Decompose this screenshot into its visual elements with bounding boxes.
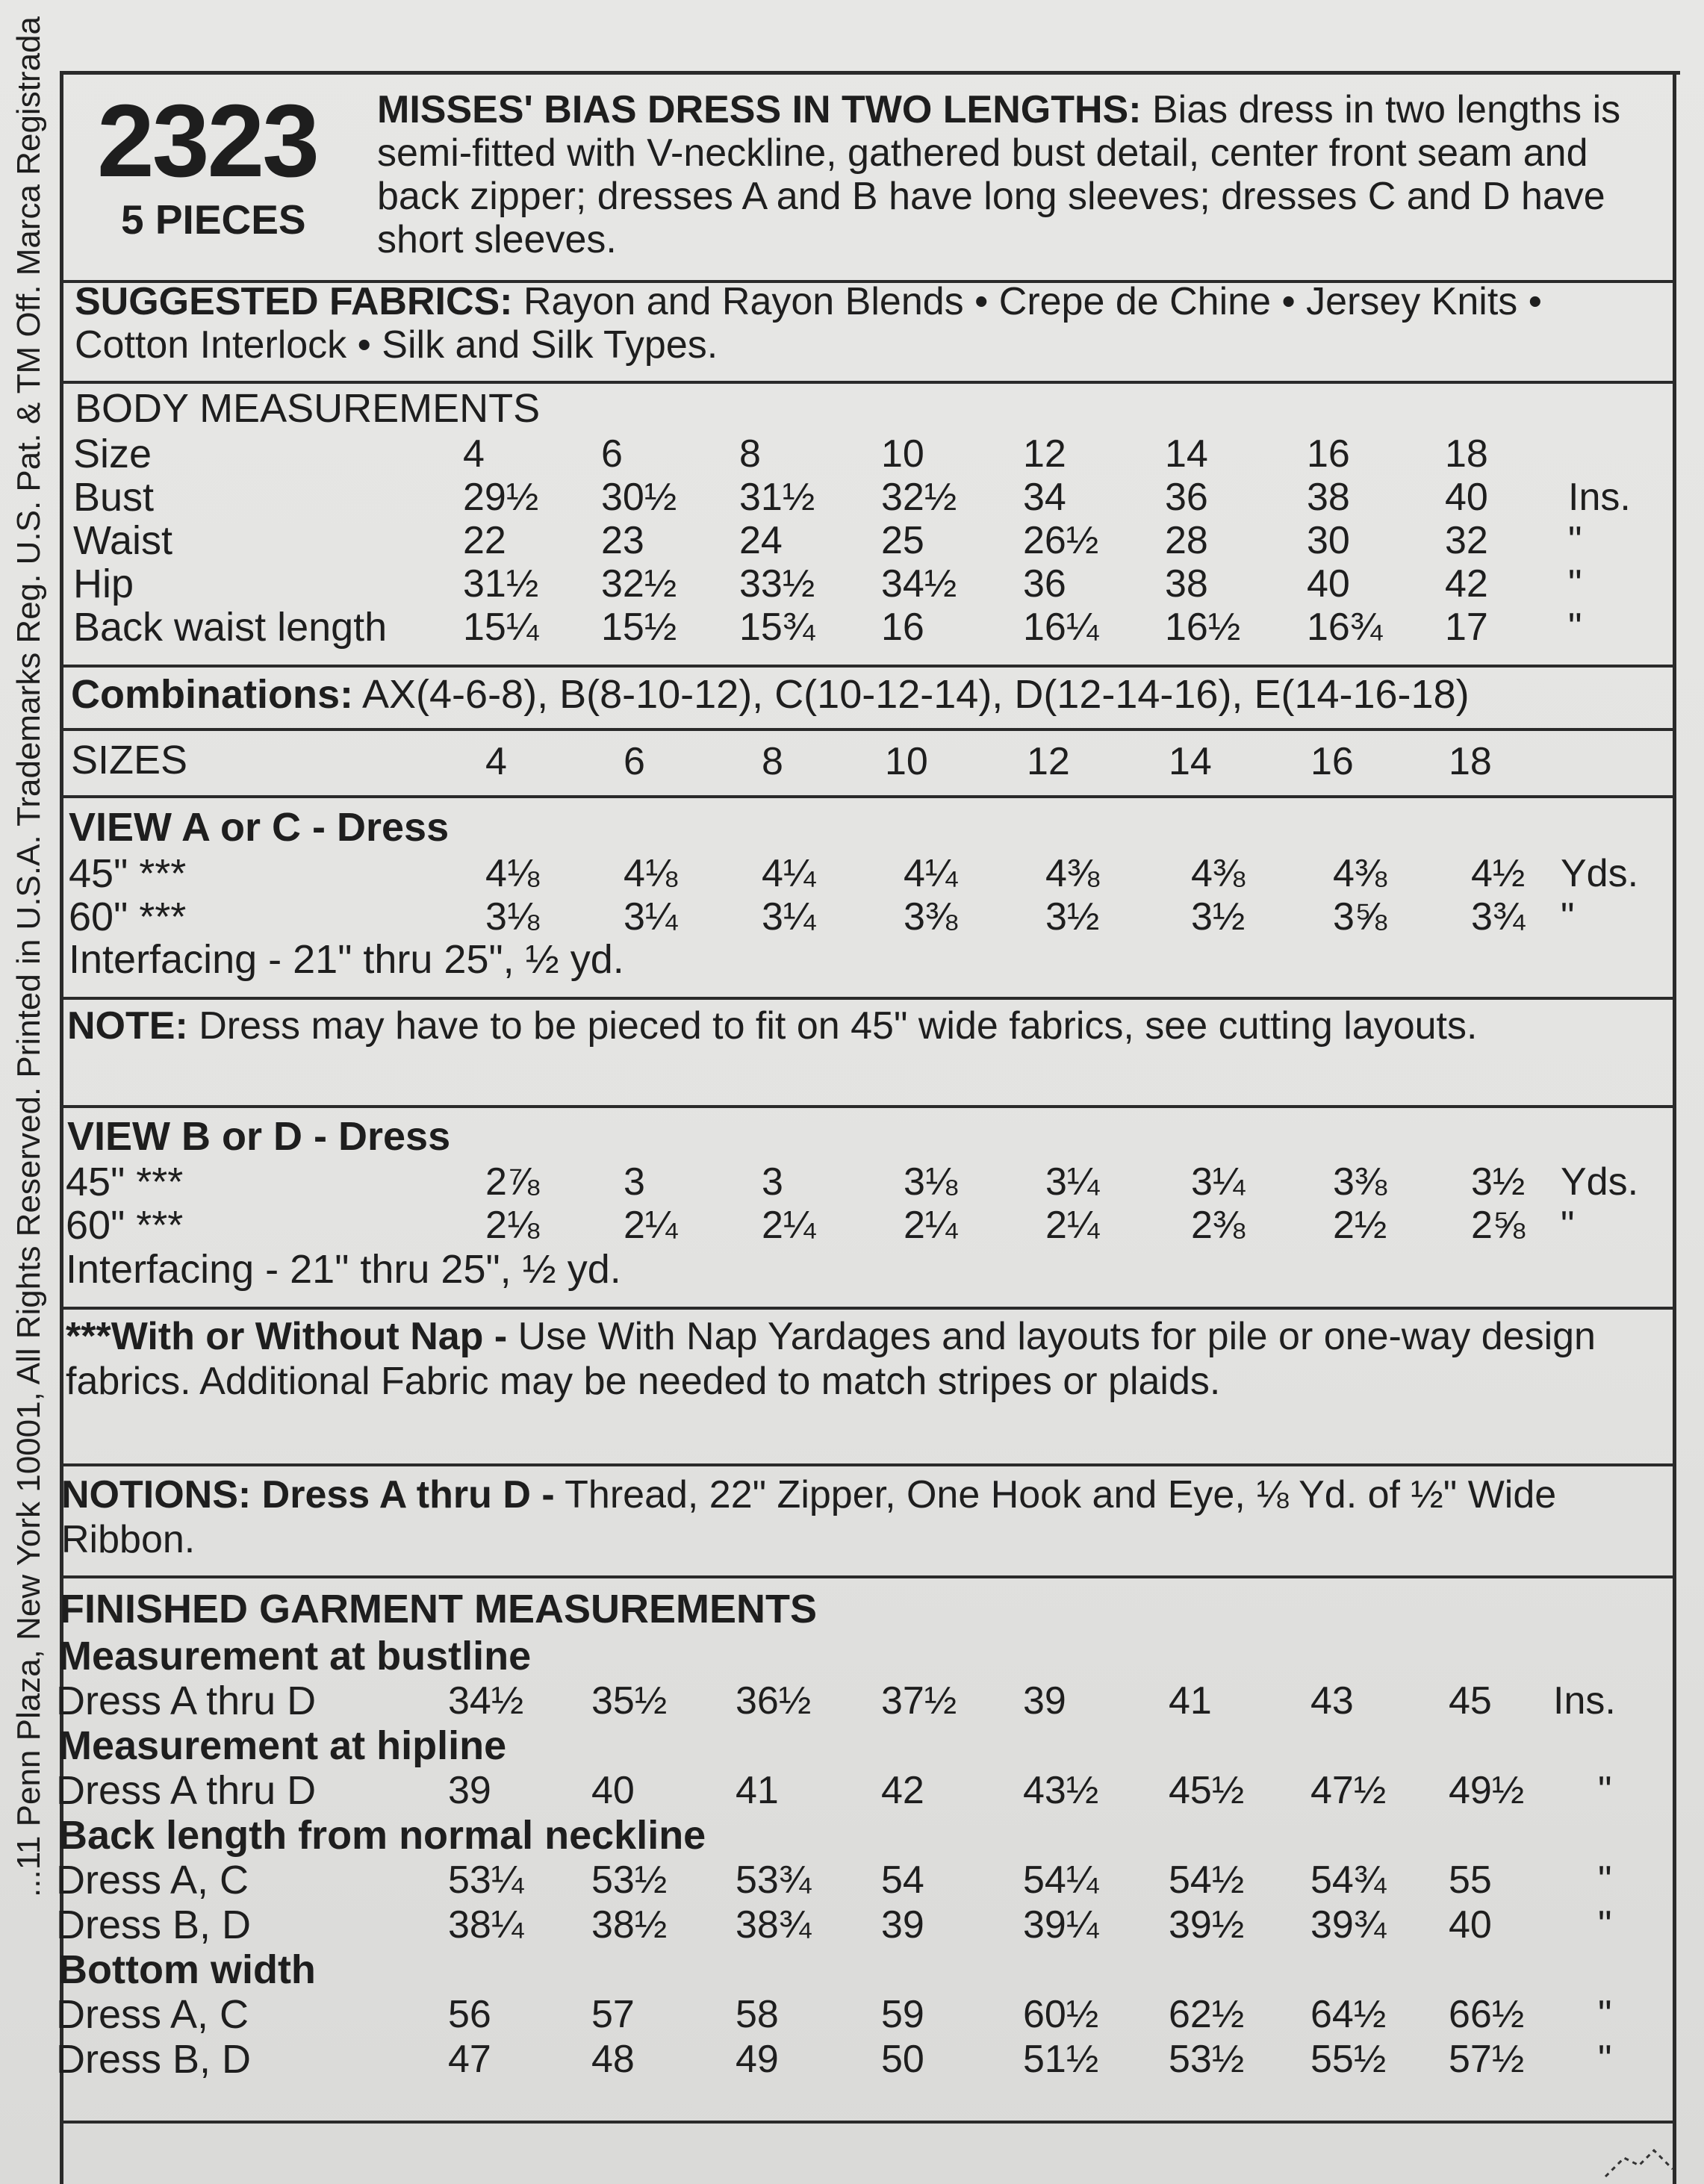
value-cell: 53½ bbox=[1169, 2038, 1245, 2081]
value-cell: 55½ bbox=[1310, 2038, 1387, 2081]
combinations-label: Combinations: bbox=[71, 672, 353, 717]
value-cell: 25 bbox=[881, 519, 924, 562]
value-cell: 18 bbox=[1445, 432, 1488, 476]
notions-label: NOTIONS: Dress A thru D - bbox=[61, 1473, 555, 1516]
value-cell: 23 bbox=[601, 519, 644, 562]
value-cell: 35½ bbox=[591, 1679, 668, 1723]
divider bbox=[60, 1463, 1676, 1466]
value-cell: 39 bbox=[881, 1903, 924, 1947]
value-cell: 40 bbox=[1449, 1903, 1492, 1947]
pattern-description-text: Bias dress in two lengths is semi-fitted with V-neckline, gathered bust detail, center front seam and back zipper; dresses A and B have long sleeves; dresses C and D have short sleeves. bbox=[377, 88, 1621, 261]
nap-label: ***With or Without Nap - bbox=[66, 1315, 508, 1358]
row-label: 60" *** bbox=[69, 895, 187, 939]
view-ac-interfacing: Interfacing - 21" thru 25", ½ yd. bbox=[69, 937, 624, 982]
value-cell: 53¼ bbox=[448, 1858, 524, 1902]
view-bd-interfacing: Interfacing - 21" thru 25", ½ yd. bbox=[66, 1247, 621, 1292]
value-cell: 54¼ bbox=[1023, 1858, 1099, 1902]
value-cell: 3⅛ bbox=[485, 895, 540, 939]
size-cell: 4 bbox=[485, 740, 507, 783]
value-cell: 39¼ bbox=[1023, 1903, 1099, 1947]
group-subtitle: Bottom width bbox=[58, 1947, 316, 1992]
value-cell: 26½ bbox=[1023, 519, 1099, 562]
value-cell: 36½ bbox=[736, 1679, 812, 1723]
value-cell: 31½ bbox=[739, 476, 815, 519]
value-cell: 45½ bbox=[1169, 1769, 1245, 1812]
value-cell: 54¾ bbox=[1310, 1858, 1387, 1902]
row-label: Waist bbox=[73, 518, 172, 563]
value-cell: 37½ bbox=[881, 1679, 957, 1723]
unit-cell: " bbox=[1561, 895, 1575, 939]
value-cell: 3¼ bbox=[762, 895, 816, 939]
group-subtitle: Measurement at bustline bbox=[58, 1634, 532, 1679]
value-cell: 43 bbox=[1310, 1679, 1354, 1723]
value-cell: 6 bbox=[601, 432, 623, 476]
value-cell: 8 bbox=[739, 432, 761, 476]
value-cell: 4½ bbox=[1471, 852, 1526, 895]
pattern-number: 2323 bbox=[97, 84, 317, 199]
divider bbox=[60, 2121, 1676, 2124]
value-cell: 10 bbox=[881, 432, 924, 476]
value-cell: 38¼ bbox=[448, 1903, 524, 1947]
value-cell: 2⅝ bbox=[1471, 1204, 1526, 1247]
value-cell: 17 bbox=[1445, 606, 1488, 649]
row-label: Hip bbox=[73, 561, 134, 606]
unit-cell: Ins. bbox=[1568, 476, 1631, 519]
value-cell: 4⅜ bbox=[1333, 852, 1387, 895]
value-cell: 36 bbox=[1165, 476, 1208, 519]
value-cell: 43½ bbox=[1023, 1769, 1099, 1812]
value-cell: 55 bbox=[1449, 1858, 1492, 1902]
value-cell: 51½ bbox=[1023, 2038, 1099, 2081]
value-cell: 4¼ bbox=[762, 852, 816, 895]
value-cell: 57½ bbox=[1449, 2038, 1525, 2081]
value-cell: 33½ bbox=[739, 562, 815, 606]
value-cell: 39 bbox=[1023, 1679, 1066, 1723]
value-cell: 15¾ bbox=[739, 606, 815, 649]
cutting-line-mark bbox=[0, 2132, 1704, 2184]
value-cell: 3¼ bbox=[1191, 1160, 1246, 1204]
value-cell: 36 bbox=[1023, 562, 1066, 606]
value-cell: 3⅜ bbox=[1333, 1160, 1387, 1204]
value-cell: 3 bbox=[762, 1160, 783, 1204]
value-cell: 2½ bbox=[1333, 1204, 1387, 1247]
value-cell: 4⅜ bbox=[1191, 852, 1246, 895]
row-label: Back waist length bbox=[73, 605, 388, 650]
nap-note bbox=[66, 1314, 1671, 1404]
row-label: Dress A, C bbox=[56, 1992, 249, 2037]
value-cell: 39½ bbox=[1169, 1903, 1245, 1947]
value-cell: 56 bbox=[448, 1993, 491, 2036]
row-label: Dress A thru D bbox=[56, 1679, 317, 1723]
value-cell: 38 bbox=[1307, 476, 1350, 519]
sizes-label: SIZES bbox=[71, 738, 188, 783]
divider bbox=[60, 997, 1676, 1000]
size-cell: 6 bbox=[624, 740, 645, 783]
unit-cell: " bbox=[1568, 562, 1582, 606]
value-cell: 49½ bbox=[1449, 1769, 1525, 1812]
value-cell: 38¾ bbox=[736, 1903, 812, 1947]
note-label: NOTE: bbox=[67, 1004, 188, 1048]
suggested-fabrics bbox=[75, 280, 1665, 367]
copyright-partial: ...11 Penn Plaza, New York 10001, All Rights Reserved. bbox=[10, 1086, 47, 1897]
combinations-text: AX(4-6-8), B(8-10-12), C(10-12-14), D(12-14-16), E(14-16-18) bbox=[352, 672, 1470, 717]
value-cell: 40 bbox=[1307, 562, 1350, 606]
row-label: Dress B, D bbox=[56, 2037, 252, 2082]
value-cell: 3⅛ bbox=[904, 1160, 958, 1204]
value-cell: 39¾ bbox=[1310, 1903, 1387, 1947]
value-cell: 34 bbox=[1023, 476, 1066, 519]
value-cell: 3⅜ bbox=[904, 895, 958, 939]
value-cell: 41 bbox=[1169, 1679, 1212, 1723]
value-cell: 15½ bbox=[601, 606, 677, 649]
value-cell: 28 bbox=[1165, 519, 1208, 562]
value-cell: 58 bbox=[736, 1993, 779, 2036]
divider bbox=[60, 1307, 1676, 1310]
unit-cell: Yds. bbox=[1561, 852, 1639, 895]
value-cell: 4⅛ bbox=[624, 852, 678, 895]
value-cell: 2¼ bbox=[904, 1204, 958, 1247]
value-cell: 54½ bbox=[1169, 1858, 1245, 1902]
value-cell: 42 bbox=[1445, 562, 1488, 606]
value-cell: 4¼ bbox=[904, 852, 958, 895]
value-cell: 57 bbox=[591, 1993, 635, 2036]
unit-cell: " bbox=[1598, 1769, 1612, 1812]
value-cell: 66½ bbox=[1449, 1993, 1525, 2036]
divider bbox=[60, 728, 1676, 731]
nap-text: Use With Nap Yardages and layouts for pile or one-way design fabrics. Additional Fabric may be needed to match stripes or plaids. bbox=[66, 1315, 1596, 1403]
copyright-side-text bbox=[6, 0, 52, 2184]
value-cell: 32½ bbox=[601, 562, 677, 606]
value-cell: 59 bbox=[881, 1993, 924, 2036]
finished-garment-title: FINISHED GARMENT MEASUREMENTS bbox=[60, 1587, 818, 1631]
value-cell: 42 bbox=[881, 1769, 924, 1812]
row-label: 45" *** bbox=[66, 1160, 184, 1204]
size-cell: 14 bbox=[1169, 740, 1212, 783]
value-cell: 34½ bbox=[448, 1679, 524, 1723]
value-cell: 3½ bbox=[1191, 895, 1246, 939]
value-cell: 16¼ bbox=[1023, 606, 1099, 649]
body-measurements-title: BODY MEASUREMENTS bbox=[75, 386, 541, 431]
divider bbox=[60, 665, 1676, 668]
divider bbox=[60, 795, 1676, 798]
value-cell: 30 bbox=[1307, 519, 1350, 562]
value-cell: 50 bbox=[881, 2038, 924, 2081]
unit-cell: " bbox=[1561, 1204, 1575, 1247]
divider bbox=[60, 1575, 1676, 1578]
unit-cell: " bbox=[1598, 1903, 1612, 1947]
size-cell: 16 bbox=[1310, 740, 1354, 783]
value-cell: 4⅛ bbox=[485, 852, 540, 895]
unit-cell: " bbox=[1568, 519, 1582, 562]
unit-cell: Yds. bbox=[1561, 1160, 1639, 1204]
fabrics-label: SUGGESTED FABRICS: bbox=[75, 280, 513, 323]
value-cell: 24 bbox=[739, 519, 783, 562]
row-label: Dress B, D bbox=[56, 1903, 252, 1947]
value-cell: 16 bbox=[1307, 432, 1350, 476]
value-cell: 53¾ bbox=[736, 1858, 812, 1902]
value-cell: 16¾ bbox=[1307, 606, 1383, 649]
combinations bbox=[71, 672, 1470, 717]
right-column-divider bbox=[1673, 71, 1676, 2184]
value-cell: 4⅜ bbox=[1045, 852, 1100, 895]
value-cell: 29½ bbox=[463, 476, 539, 519]
notions-text: Thread, 22" Zipper, One Hook and Eye, ⅛ Yd. of ½" Wide Ribbon. bbox=[61, 1473, 1557, 1561]
value-cell: 54 bbox=[881, 1858, 924, 1902]
value-cell: 47½ bbox=[1310, 1769, 1387, 1812]
value-cell: 15¼ bbox=[463, 606, 539, 649]
value-cell: 41 bbox=[736, 1769, 779, 1812]
note bbox=[67, 1004, 1665, 1048]
value-cell: 60½ bbox=[1023, 1993, 1099, 2036]
value-cell: 64½ bbox=[1310, 1993, 1387, 2036]
unit-cell: " bbox=[1598, 1858, 1612, 1902]
copyright-trademark: Printed in U.S.A. Trademarks Reg. U.S. Pat. & TM Off. Marca Registrada bbox=[10, 16, 47, 1078]
notions bbox=[61, 1472, 1674, 1562]
row-label: Dress A thru D bbox=[56, 1768, 317, 1813]
fabrics-text: Rayon and Rayon Blends • Crepe de Chine • Jersey Knits • Cotton Interlock • Silk and Silk Types. bbox=[75, 280, 1542, 367]
value-cell: 62½ bbox=[1169, 1993, 1245, 2036]
value-cell: 34½ bbox=[881, 562, 957, 606]
value-cell: 32½ bbox=[881, 476, 957, 519]
value-cell: 30½ bbox=[601, 476, 677, 519]
note-text: Dress may have to be pieced to fit on 45" wide fabrics, see cutting layouts. bbox=[187, 1004, 1478, 1048]
value-cell: 3½ bbox=[1045, 895, 1100, 939]
value-cell: 53½ bbox=[591, 1858, 668, 1902]
value-cell: 14 bbox=[1165, 432, 1208, 476]
value-cell: 47 bbox=[448, 2038, 491, 2081]
group-subtitle: Back length from normal neckline bbox=[58, 1813, 706, 1858]
size-cell: 10 bbox=[885, 740, 928, 783]
value-cell: 2¼ bbox=[762, 1204, 816, 1247]
value-cell: 3¾ bbox=[1471, 895, 1526, 939]
value-cell: 2⅞ bbox=[485, 1160, 540, 1204]
row-label: Dress A, C bbox=[56, 1858, 249, 1903]
value-cell: 2⅛ bbox=[485, 1204, 540, 1247]
unit-cell: " bbox=[1598, 1993, 1612, 2036]
value-cell: 32 bbox=[1445, 519, 1488, 562]
value-cell: 16½ bbox=[1165, 606, 1241, 649]
value-cell: 40 bbox=[1445, 476, 1488, 519]
size-cell: 18 bbox=[1449, 740, 1492, 783]
value-cell: 39 bbox=[448, 1769, 491, 1812]
value-cell: 16 bbox=[881, 606, 924, 649]
value-cell: 3¼ bbox=[624, 895, 678, 939]
value-cell: 49 bbox=[736, 2038, 779, 2081]
group-subtitle: Measurement at hipline bbox=[58, 1723, 507, 1768]
divider bbox=[60, 1105, 1676, 1108]
value-cell: 4 bbox=[463, 432, 485, 476]
value-cell: 40 bbox=[591, 1769, 635, 1812]
row-label: Bust bbox=[73, 475, 155, 520]
value-cell: 3¼ bbox=[1045, 1160, 1100, 1204]
row-label: 45" *** bbox=[69, 851, 187, 896]
value-cell: 3½ bbox=[1471, 1160, 1526, 1204]
view-ac-title: VIEW A or C - Dress bbox=[69, 805, 450, 850]
unit-cell: " bbox=[1598, 2038, 1612, 2081]
value-cell: 2¼ bbox=[1045, 1204, 1100, 1247]
value-cell: 2¼ bbox=[624, 1204, 678, 1247]
size-cell: 8 bbox=[762, 740, 783, 783]
unit-cell: Ins. bbox=[1553, 1679, 1616, 1723]
row-label: 60" *** bbox=[66, 1203, 184, 1248]
size-cell: 12 bbox=[1027, 740, 1070, 783]
value-cell: 2⅜ bbox=[1191, 1204, 1246, 1247]
value-cell: 38 bbox=[1165, 562, 1208, 606]
value-cell: 12 bbox=[1023, 432, 1066, 476]
value-cell: 3⅝ bbox=[1333, 895, 1387, 939]
value-cell: 31½ bbox=[463, 562, 539, 606]
value-cell: 3 bbox=[624, 1160, 645, 1204]
value-cell: 38½ bbox=[591, 1903, 668, 1947]
value-cell: 22 bbox=[463, 519, 506, 562]
row-label: Size bbox=[73, 432, 152, 476]
pattern-description bbox=[377, 88, 1654, 261]
view-bd-title: VIEW B or D - Dress bbox=[67, 1114, 451, 1159]
value-cell: 45 bbox=[1449, 1679, 1492, 1723]
value-cell: 48 bbox=[591, 2038, 635, 2081]
divider bbox=[60, 381, 1676, 384]
piece-count: 5 PIECES bbox=[121, 196, 306, 243]
unit-cell: " bbox=[1568, 606, 1582, 649]
pattern-title: MISSES' BIAS DRESS IN TWO LENGTHS: bbox=[377, 88, 1142, 131]
